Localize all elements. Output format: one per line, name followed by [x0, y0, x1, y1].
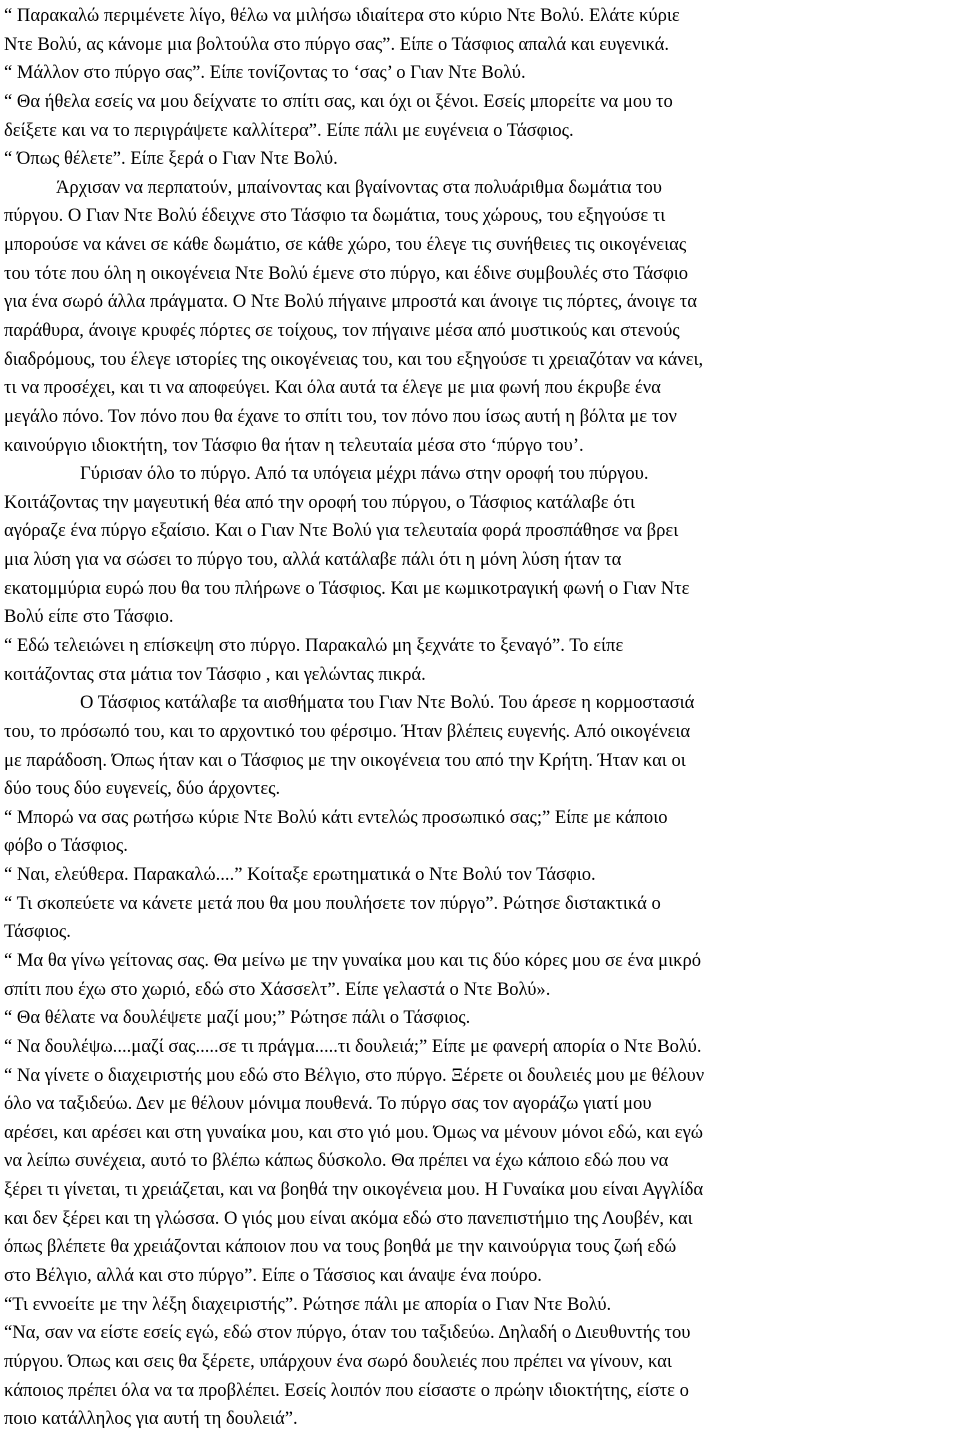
text-line: “ Όπως θέλετε”. Είπε ξερά ο Γιαν Ντε Βολύ.	[4, 148, 338, 169]
text-line: δείξετε και να το περιγράψετε καλλίτερα”. Είπε πάλι με ευγένεια ο Τάσφιος.	[4, 120, 574, 141]
text-line: πύργου. Ο Γιαν Ντε Βολύ έδειχνε στο Τάσφιο τα δωμάτια, τους χώρους, του εξηγούσε τι	[4, 205, 666, 226]
text-line: Κοιτάζοντας την μαγευτική θέα από την οροφή του πύργου, ο Τάσφιος κατάλαβε ότι	[4, 492, 635, 513]
text-line: μια λύση για να σώσει το πύργο του, αλλά κατάλαβε πάλι ότι η μόνη λύση ήταν τα	[4, 549, 622, 570]
text-line: μπορούσε να κάνει σε κάθε δωμάτιο, σε κάθε χώρο, του έλεγε τις συνήθειες τις οικογένειας	[4, 234, 687, 255]
text-line: “Να, σαν να είστε εσείς εγώ, εδώ στον πύργο, όταν του ταξιδεύω. Δηλαδή ο Διευθυντής του	[4, 1322, 691, 1343]
text-line: εκατομμύρια ευρώ που θα του πλήρωνε ο Τάσφιος. Και με κωμικοτραγική φωνή ο Γιαν Ντε	[4, 578, 690, 599]
text-line: κοιτάζοντας στα μάτια τον Τάσφιο , και γελώντας πικρά.	[4, 664, 426, 685]
text-line: στο Βέλγιο, αλλά και στο πύργο”. Είπε ο Τάσσιος και άναψε ένα πούρο.	[4, 1265, 542, 1286]
text-line: του, το πρόσωπό του, και το αρχοντικό του φέρσιμο. Ήταν βλέπεις ευγενής. Από οικογένεια	[4, 721, 691, 742]
text-line: “ Παρακαλώ περιμένετε λίγο, θέλω να μιλήσω ιδιαίτερα στο κύριο Ντε Βολύ. Ελάτε κύριε	[4, 5, 680, 26]
text-line: δύο τους δύο ευγενείς, δύο άρχοντες.	[4, 778, 281, 799]
text-line: για ένα σωρό άλλα πράγματα. Ο Ντε Βολύ πήγαινε μπροστά και άνοιγε τις πόρτες, άνοιγε τα	[4, 291, 697, 312]
text-line: Ντε Βολύ, ας κάνομε μια βολτούλα στο πύργο σας”. Είπε ο Τάσφιος απαλά και ευγενικά.	[4, 34, 670, 55]
text-line: αγόραζε ένα πύργο εξαίσιο. Και ο Γιαν Ντε Βολύ για τελευταία φορά προσπάθησε να βρει	[4, 520, 679, 541]
text-line: όλο να ταξιδεύω. Δεν με θέλουν μόνιμα πουθενά. Το πύργο σας τον αγοράζω γιατί μου	[4, 1093, 652, 1114]
text-line: “ Θα ήθελα εσείς να μου δείχνατε το σπίτι σας, και όχι οι ξένοι. Εσείς μπορείτε να μου το	[4, 91, 673, 112]
text-line: “ Τι σκοπεύετε να κάνετε μετά που θα μου πουλήσετε τον πύργο”. Ρώτησε διστακτικά ο	[4, 893, 661, 914]
text-line: καινούργιο ιδιοκτήτη, τον Τάσφιο θα ήταν η τελευταία μέσα στο ‘πύργο του’.	[4, 435, 584, 456]
text-line: “ Εδώ τελειώνει η επίσκεψη στο πύργο. Παρακαλώ μη ξεχνάτε το ξεναγό”. Το είπε	[4, 635, 624, 656]
text-line: παράθυρα, άνοιγε κρυφές πόρτες σε τοίχους, τον πήγαινε μέσα από μυστικούς και στενούς	[4, 320, 680, 341]
text-line: “ Θα θέλατε να δουλέψετε μαζί μου;” Ρώτησε πάλι ο Τάσφιος.	[4, 1007, 471, 1028]
text-line: σπίτι που έχω στο χωριό, εδώ στο Χάσσελτ”. Είπε γελαστά ο Ντε Βολύ».	[4, 979, 551, 1000]
text-line: “ Μπορώ να σας ρωτήσω κύριε Ντε Βολύ κάτι εντελώς προσωπικό σας;” Είπε με κάποιο	[4, 807, 668, 828]
text-line: “ Να γίνετε ο διαχειριστής μου εδώ στο Βέλγιο, στο πύργο. Ξέρετε οι δουλειές μου με θέλουν	[4, 1065, 705, 1086]
text-line: φόβο ο Τάσφιος.	[4, 835, 128, 856]
text-line: πύργου. Όπως και σεις θα ξέρετε, υπάρχουν ένα σωρό δουλειές που πρέπει να γίνουν, και	[4, 1351, 672, 1372]
text-line: “ Ναι, ελεύθερα. Παρακαλώ....” Κοίταξε ερωτηματικά ο Ντε Βολύ τον Τάσφιο.	[4, 864, 596, 885]
text-line: “ Μάλλον στο πύργο σας”. Είπε τονίζοντας το ‘σας’ ο Γιαν Ντε Βολύ.	[4, 62, 526, 83]
text-line: του τότε που όλη η οικογένεια Ντε Βολύ έμενε στο πύργο, και έδινε συμβουλές στο Τάσφιο	[4, 263, 689, 284]
text-line: μεγάλο πόνο. Τον πόνο που θα έχανε το σπίτι του, τον πόνο που ίσως αυτή η βόλτα με τον	[4, 406, 677, 427]
text-line: ξέρει τι γίνεται, τι χρειάζεται, και να βοηθά την οικογένεια μου. Η Γυναίκα μου είναι Αγγλίδα	[4, 1179, 704, 1200]
text-line: με παράδοση. Όπως ήταν και ο Τάσφιος με την οικογένεια του από την Κρήτη. Ήταν και οι	[4, 750, 686, 771]
text-line: Βολύ είπε στο Τάσφιο.	[4, 606, 174, 627]
text-line: “ Να δουλέψω....μαζί σας.....σε τι πράγμα.....τι δουλειά;” Είπε με φανερή απορία ο Ντε Βολύ.	[4, 1036, 702, 1057]
text-line: Τάσφιος.	[4, 921, 71, 942]
text-line: “ Μα θα γίνω γείτονας σας. Θα μείνω με την γυναίκα μου και τις δύο κόρες μου σε ένα μικρό	[4, 950, 702, 971]
text-line: Γύρισαν όλο το πύργο. Από τα υπόγεια μέχρι πάνω στην οροφή του πύργου.	[80, 463, 649, 484]
text-line: ποιο κατάλληλος για αυτή τη δουλειά”.	[4, 1408, 298, 1429]
text-line: Ο Τάσφιος κατάλαβε τα αισθήματα του Γιαν Ντε Βολύ. Του άρεσε η κορμοστασιά	[80, 692, 695, 713]
text-line: τι να προσέχει, και τι να αποφεύγει. Και όλα αυτά τα έλεγε με μια φωνή που έκρυβε ένα	[4, 377, 661, 398]
text-line: κάποιος πρέπει όλα να τα προβλέπει. Εσείς λοιπόν που είσαστε ο πρώην ιδιοκτήτης, είστε ο	[4, 1380, 689, 1401]
text-line: αρέσει, και αρέσει και στη γυναίκα μου, και στο γιό μου. Όμως να μένουν μόνοι εδώ, και εγώ	[4, 1122, 704, 1143]
text-line: να λείπω συνέχεια, αυτό το βλέπω κάπως δύσκολο. Θα πρέπει να έχω κάποιο εδώ που να	[4, 1150, 669, 1171]
text-line: και δεν ξέρει και τη γλώσσα. Ο γιός μου είναι ακόμα εδώ στο πανεπιστήμιο της Λουβέν, και	[4, 1208, 693, 1229]
text-line: “Τι εννοείτε με την λέξη διαχειριστής”. Ρώτησε πάλι με απορία ο Γιαν Ντε Βολύ.	[4, 1294, 612, 1315]
text-line: διαδρόμους, του έλεγε ιστορίες της οικογένειας του, και του εξηγούσε τι χρειαζόταν να κάνει,	[4, 349, 704, 370]
text-line: Άρχισαν να περπατούν, μπαίνοντας και βγαίνοντας στα πολυάριθμα δωμάτια του	[56, 177, 662, 198]
text-line: όπως βλέπετε θα χρειάζονται κάποιον που να τους βοηθά με την καινούργια τους ζωή εδώ	[4, 1236, 677, 1257]
